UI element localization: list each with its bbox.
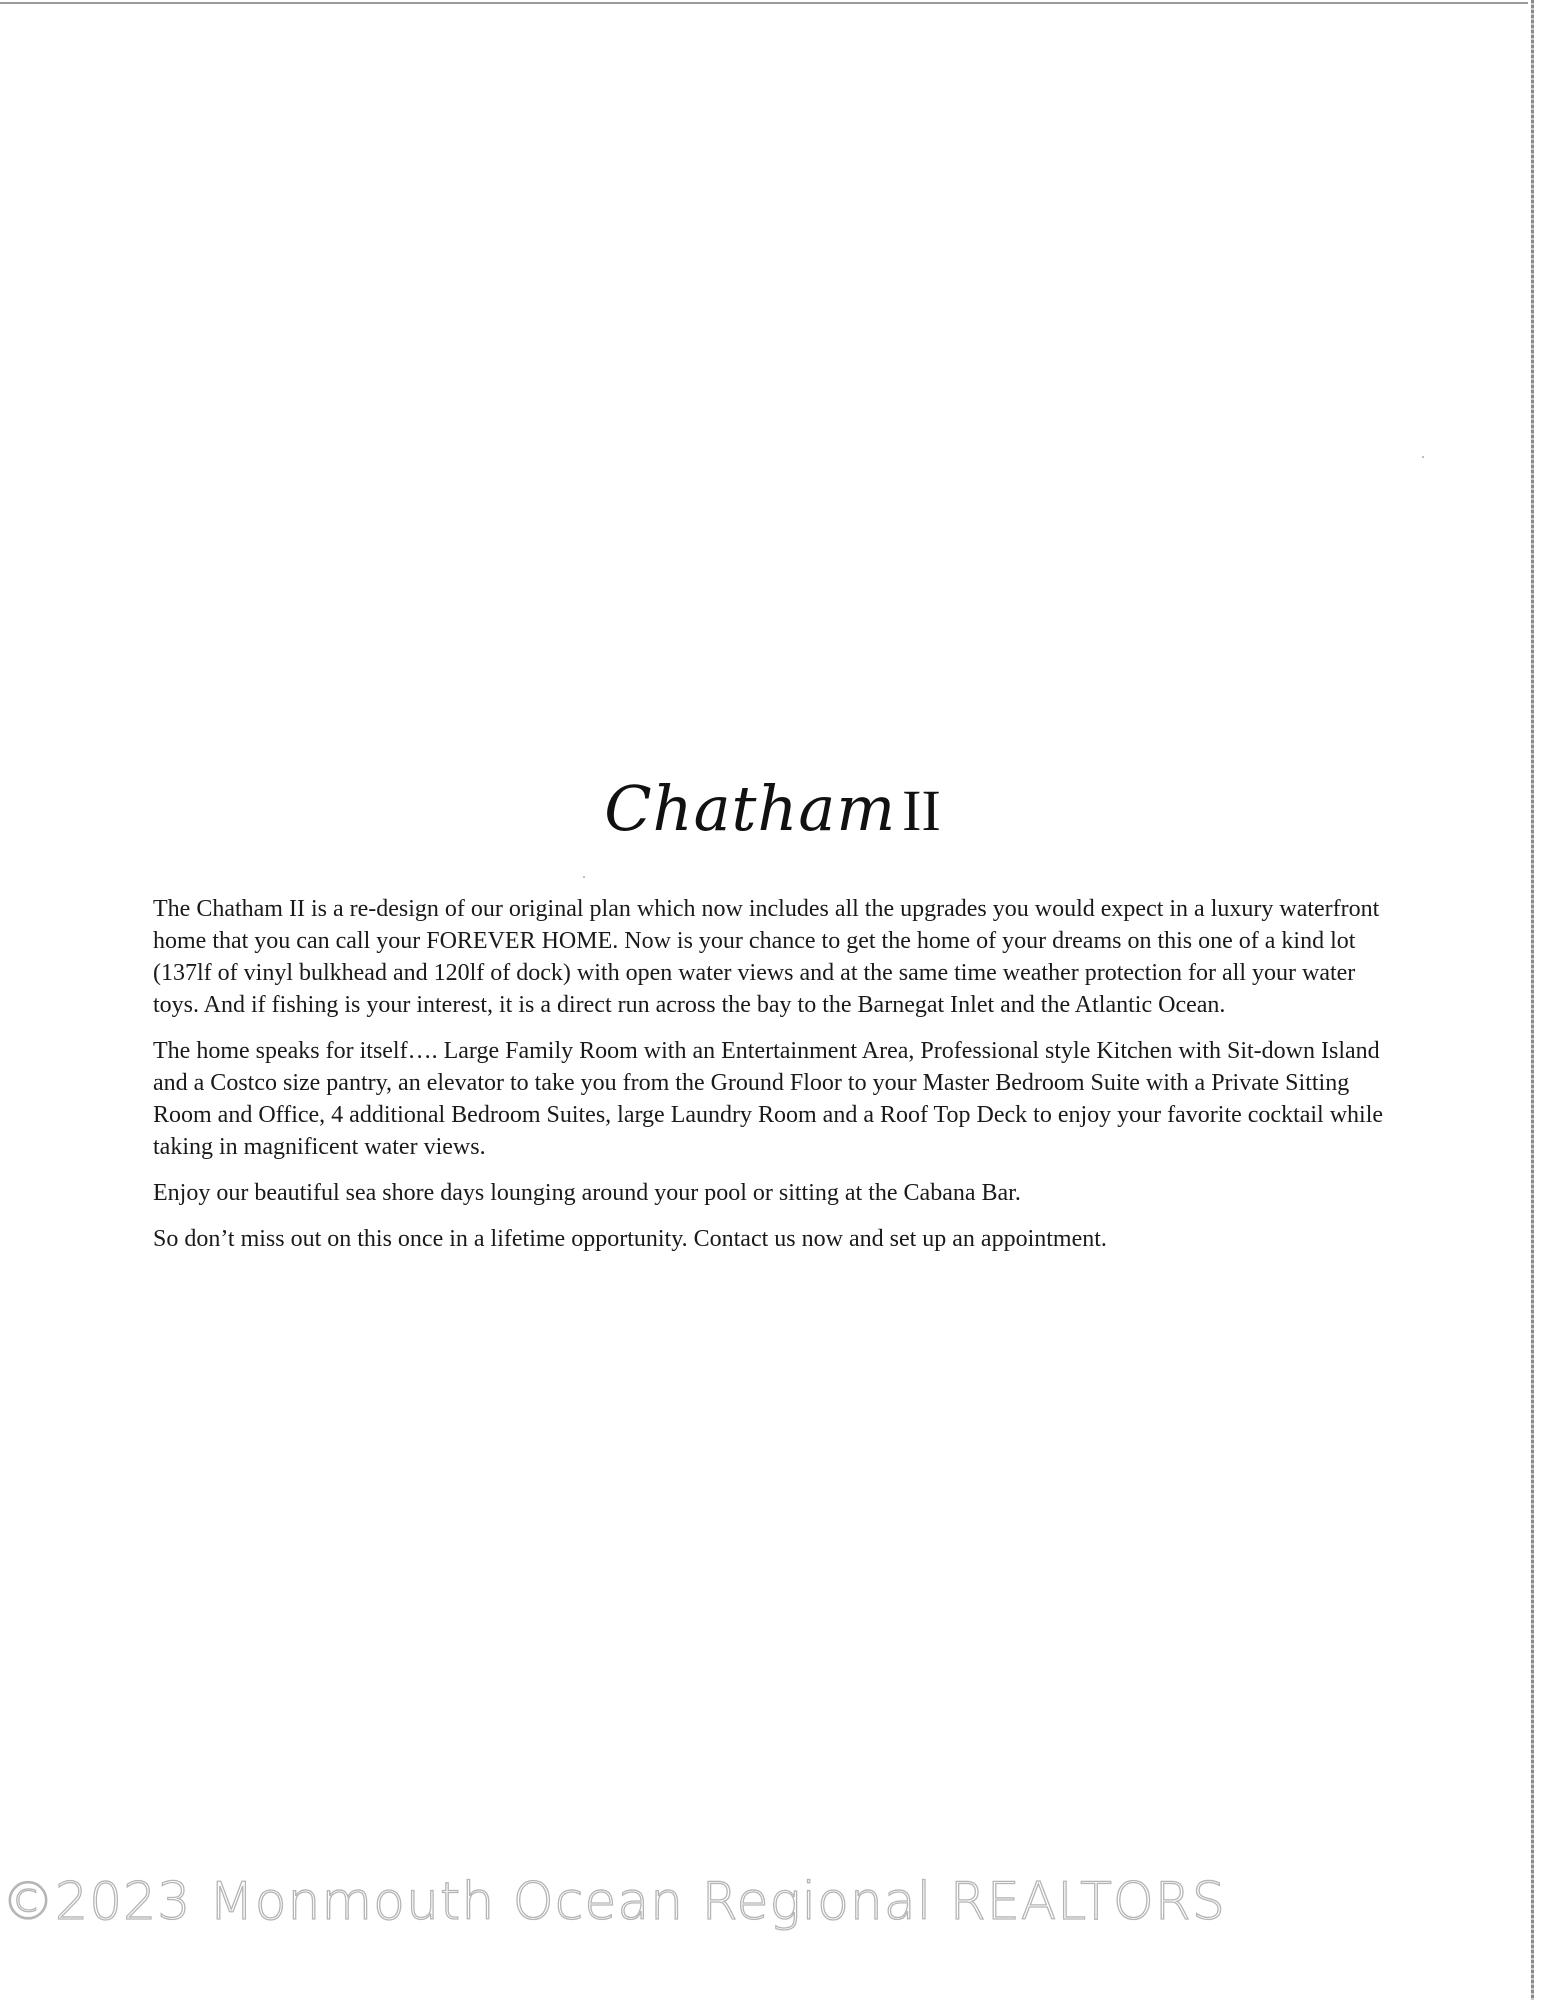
scan-speck — [583, 876, 585, 878]
copyright-watermark: ©2023 Monmouth Ocean Regional REALTORS — [2, 1872, 1226, 1932]
paragraph-contact: So don’t miss out on this once in a lifetime opportunity. Contact us now and set up an appointment. — [153, 1226, 1107, 1252]
title-script: Chatham — [604, 772, 897, 845]
scan-top-border — [0, 2, 1528, 4]
document-title — [0, 772, 1545, 845]
document-body — [153, 893, 1385, 1269]
paragraph-features: The home speaks for itself…. Large Family Room with an Entertainment Area, Professional style Kitchen with Sit-down Island and a Costco size pantry, an elevator to take you from the Ground Floor to your Master Bedroom Suite with a Private Sitting Room and Office, 4 additional Bedroom Suites, large Laundry Room and a Roof Top Deck to enjoy your favorite cocktail while taking in magnificent water views. — [153, 1038, 1384, 1160]
title-numeral: II — [902, 778, 941, 843]
paragraph-pool: Enjoy our beautiful sea shore days lounging around your pool or sitting at the Cabana Bar. — [153, 1180, 1021, 1206]
paragraph-intro: The Chatham II is a re-design of our original plan which now includes all the upgrades you would expect in a luxury waterfront home that you can call your FOREVER HOME. Now is your chance to get the home of your dreams on this one of a kind lot (137lf of vinyl bulkhead and 120lf of dock) with open water views and at the same time weather protection for all your water toys. And if fishing is your interest, it is a direct run across the bay to the Barnegat Inlet and the Atlantic Ocean. — [153, 896, 1380, 1018]
scan-right-border — [1531, 0, 1534, 2000]
scan-speck — [1422, 456, 1424, 458]
